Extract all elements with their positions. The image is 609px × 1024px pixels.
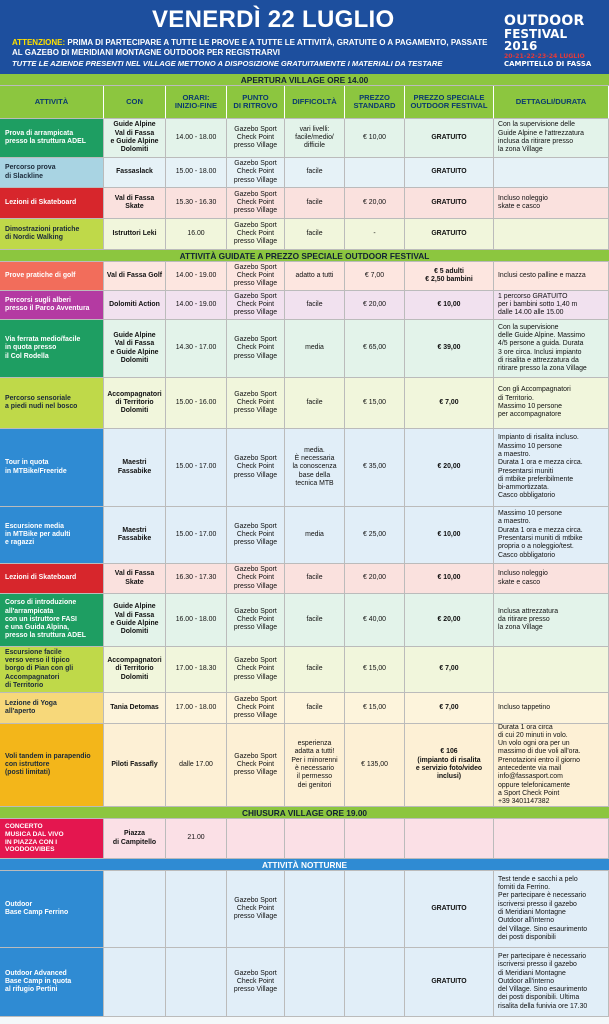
special-text: € 7,00 bbox=[439, 665, 459, 673]
price-text: - bbox=[373, 229, 376, 237]
cell-time bbox=[166, 320, 227, 378]
cell-details bbox=[494, 262, 609, 291]
activity-text: Lezione di Yoga all'aperto bbox=[5, 699, 57, 715]
meeting-text: Gazebo Sport Check Point presso Village bbox=[233, 695, 278, 720]
special-text: GRATUITO bbox=[431, 168, 467, 176]
cell-price bbox=[345, 507, 405, 564]
time-text: 16.00 bbox=[187, 229, 205, 237]
con-text: Accompagnatori di Territorio Dolomiti bbox=[107, 657, 162, 681]
cell-time bbox=[166, 564, 227, 594]
special-text: GRATUITO bbox=[431, 133, 467, 141]
cell-price bbox=[345, 819, 405, 859]
con-text: Val di Fassa Skate bbox=[114, 570, 155, 586]
cell-special bbox=[405, 291, 494, 320]
cell-price bbox=[345, 158, 405, 188]
cell-price bbox=[345, 429, 405, 507]
cell-con bbox=[104, 320, 166, 378]
activity-text: Percorso prova di Slackline bbox=[5, 164, 56, 180]
price-text: € 15,00 bbox=[363, 665, 386, 673]
page-title: VENERDÌ 22 LUGLIO bbox=[152, 6, 395, 33]
cell-price bbox=[345, 871, 405, 948]
time-text: 16.00 - 18.00 bbox=[175, 615, 217, 623]
details-text: Per partecipare è necessario iscriversi presso il gazebo di Meridiani Montagne Outdoor all'interno del Village. Sino esaurimento dei posti disponibili. Ultima risalita della funivia ore 17.30 bbox=[498, 953, 588, 1010]
time-text: 16.30 - 17.30 bbox=[175, 574, 217, 582]
price-text: € 35,00 bbox=[363, 463, 386, 471]
con-text: Accompagnatori di Territorio Dolomiti bbox=[107, 390, 162, 415]
activity-text: CONCERTO MUSICA DAL VIVO IN PIAZZA CON I VOODOOVIBES bbox=[5, 822, 64, 854]
cell-meeting bbox=[227, 262, 285, 291]
cell-details bbox=[494, 948, 609, 1017]
cell-time bbox=[166, 693, 227, 724]
activity-text: Lezioni di Skateboard bbox=[5, 574, 77, 582]
cell-price bbox=[345, 119, 405, 158]
price-text: € 20,00 bbox=[363, 574, 386, 582]
cell-details bbox=[494, 564, 609, 594]
cell-activity bbox=[0, 291, 104, 320]
cell-special bbox=[405, 429, 494, 507]
meeting-text: Gazebo Sport Check Point presso Village bbox=[233, 336, 278, 360]
time-text: 15.00 - 16.00 bbox=[175, 398, 217, 406]
cell-time bbox=[166, 948, 227, 1017]
cell-price bbox=[345, 378, 405, 429]
con-text: Maestri Fassabike bbox=[117, 459, 152, 475]
difficulty-text: facile bbox=[306, 300, 323, 308]
cell-activity bbox=[0, 378, 104, 429]
activity-text: Percorsi sugli alberi presso il Parco Avventura bbox=[5, 296, 90, 312]
cell-details bbox=[494, 693, 609, 724]
activity-text: Outdoor Advanced Base Camp in quota al rifugio Pertini bbox=[5, 969, 72, 994]
cell-meeting bbox=[227, 158, 285, 188]
cell-details bbox=[494, 219, 609, 250]
cell-difficulty bbox=[285, 119, 345, 158]
meeting-text: Gazebo Sport Check Point presso Village bbox=[233, 969, 278, 994]
cell-meeting bbox=[227, 647, 285, 693]
logo-line1: OUTDOOR bbox=[504, 13, 585, 29]
cell-activity bbox=[0, 564, 104, 594]
festival-logo bbox=[504, 13, 604, 69]
time-text: 15.00 - 17.00 bbox=[175, 530, 217, 538]
cell-price bbox=[345, 564, 405, 594]
difficulty-text: vari livelli: facile/medio/ difficile bbox=[295, 125, 334, 150]
cell-difficulty bbox=[285, 219, 345, 250]
special-text: GRATUITO bbox=[431, 904, 467, 912]
cell-difficulty bbox=[285, 819, 345, 859]
difficulty-text: facile bbox=[306, 398, 323, 406]
attention-notice bbox=[12, 38, 492, 58]
meeting-text: Gazebo Sport Check Point presso Village bbox=[233, 263, 278, 288]
cell-price bbox=[345, 948, 405, 1017]
cell-special bbox=[405, 507, 494, 564]
cell-activity bbox=[0, 594, 104, 647]
cell-special bbox=[405, 188, 494, 219]
meeting-text: Gazebo Sport Check Point presso Village bbox=[233, 657, 278, 681]
price-text: € 15,00 bbox=[363, 703, 386, 711]
special-text: € 106 (impianto di risalita e servizio foto/video inclusi) bbox=[415, 748, 483, 781]
cell-details bbox=[494, 429, 609, 507]
meeting-text: Gazebo Sport Check Point presso Village bbox=[233, 160, 278, 184]
con-text: Piazza di Campitello bbox=[112, 830, 157, 846]
difficulty-text: facile bbox=[306, 665, 323, 673]
special-text: € 7,00 bbox=[439, 703, 459, 711]
section-notturne: ATTIVITÀ NOTTURNE bbox=[0, 859, 609, 871]
cell-special bbox=[405, 724, 494, 807]
cell-con bbox=[104, 507, 166, 564]
cell-difficulty bbox=[285, 564, 345, 594]
cell-time bbox=[166, 724, 227, 807]
cell-meeting bbox=[227, 188, 285, 219]
cell-con bbox=[104, 262, 166, 291]
details-text: Massimo 10 persone a maestro. Durata 1 ora e mezza circa. Presentarsi muniti di mtbike propria o a noleggio/test. Casco obbligatorio bbox=[498, 510, 583, 559]
logo-line2: FESTIVAL 2016 bbox=[504, 27, 568, 53]
cell-difficulty bbox=[285, 871, 345, 948]
details-text: Incluso noleggio skate e casco bbox=[498, 194, 548, 210]
schedule-table bbox=[0, 74, 609, 1024]
cell-price bbox=[345, 188, 405, 219]
cell-con bbox=[104, 119, 166, 158]
cell-difficulty bbox=[285, 378, 345, 429]
cell-meeting bbox=[227, 871, 285, 948]
meeting-text: Gazebo Sport Check Point presso Village bbox=[233, 752, 278, 777]
cell-time bbox=[166, 594, 227, 647]
con-text: Piloti Fassafly bbox=[111, 760, 158, 768]
cell-activity bbox=[0, 948, 104, 1017]
meeting-text: Gazebo Sport Check Point presso Village bbox=[233, 607, 278, 632]
cell-con bbox=[104, 647, 166, 693]
cell-time bbox=[166, 291, 227, 320]
materials-note: TUTTE LE AZIENDE PRESENTI NEL VILLAGE METTONO A DISPOSIZIONE GRATUITAMENTE I MATERIALI DA TESTARE bbox=[12, 59, 443, 68]
activity-text: Via ferrata medio/facile in quota presso il Col Rodella bbox=[5, 336, 81, 360]
cell-price bbox=[345, 219, 405, 250]
cell-con bbox=[104, 724, 166, 807]
cell-special bbox=[405, 693, 494, 724]
cell-time bbox=[166, 507, 227, 564]
special-text: GRATUITO bbox=[431, 977, 467, 985]
cell-difficulty bbox=[285, 188, 345, 219]
details-text: Con la supervisione delle Guide Alpine e l'attrezzatura inclusa da ritirare presso la zona Village bbox=[498, 121, 584, 154]
con-text: Dolomiti Action bbox=[109, 300, 160, 308]
cell-special bbox=[405, 564, 494, 594]
column-header-time: ORARI: INIZIO-FINE bbox=[166, 86, 227, 119]
difficulty-text: facile bbox=[306, 574, 323, 582]
column-header-special: PREZZO SPECIALE OUTDOOR FESTIVAL bbox=[405, 86, 494, 119]
activity-text: Voli tandem in parapendio con istruttore (posti limitati) bbox=[5, 752, 91, 777]
cell-time bbox=[166, 158, 227, 188]
cell-price bbox=[345, 320, 405, 378]
activity-text: Prove pratiche di golf bbox=[5, 271, 76, 279]
difficulty-text: media bbox=[305, 530, 324, 538]
cell-difficulty bbox=[285, 693, 345, 724]
time-text: 17.00 - 18.00 bbox=[175, 703, 217, 711]
special-text: € 10,00 bbox=[437, 530, 461, 538]
section-guidate: ATTIVITÀ GUIDATE A PREZZO SPECIALE OUTDOOR FESTIVAL bbox=[0, 250, 609, 262]
cell-activity bbox=[0, 320, 104, 378]
special-text: € 10,00 bbox=[437, 574, 461, 582]
cell-activity bbox=[0, 871, 104, 948]
price-text: € 20,00 bbox=[363, 300, 386, 308]
price-text: € 7,00 bbox=[364, 271, 385, 279]
cell-con bbox=[104, 948, 166, 1017]
cell-activity bbox=[0, 507, 104, 564]
cell-meeting bbox=[227, 507, 285, 564]
cell-special bbox=[405, 948, 494, 1017]
price-text: € 40,00 bbox=[363, 615, 386, 623]
special-text: GRATUITO bbox=[431, 198, 467, 206]
time-text: 14.00 - 18.00 bbox=[175, 133, 217, 141]
logo-place: CAMPITELLO DI FASSA bbox=[504, 60, 592, 69]
cell-details bbox=[494, 871, 609, 948]
cell-time bbox=[166, 819, 227, 859]
activity-text: Outdoor Base Camp Ferrino bbox=[5, 900, 69, 916]
cell-meeting bbox=[227, 948, 285, 1017]
cell-con bbox=[104, 188, 166, 219]
time-text: dalle 17.00 bbox=[179, 760, 213, 768]
cell-con bbox=[104, 429, 166, 507]
cell-con bbox=[104, 693, 166, 724]
cell-con bbox=[104, 819, 166, 859]
cell-difficulty bbox=[285, 262, 345, 291]
cell-meeting bbox=[227, 219, 285, 250]
cell-meeting bbox=[227, 119, 285, 158]
cell-time bbox=[166, 647, 227, 693]
activity-text: Corso di introduzione all'arrampicata con un istruttore FASI e una Guida Alpina, presso la struttura ADEL bbox=[5, 599, 86, 640]
cell-activity bbox=[0, 429, 104, 507]
special-text: € 39,00 bbox=[437, 344, 461, 352]
cell-price bbox=[345, 647, 405, 693]
meeting-text: Gazebo Sport Check Point presso Village bbox=[233, 566, 278, 590]
difficulty-text: adatto a tutti bbox=[295, 271, 334, 279]
meeting-text: Gazebo Sport Check Point presso Village bbox=[233, 292, 278, 317]
cell-details bbox=[494, 724, 609, 807]
difficulty-text: media bbox=[305, 344, 324, 352]
price-text: € 65,00 bbox=[363, 344, 386, 352]
cell-time bbox=[166, 429, 227, 507]
cell-activity bbox=[0, 119, 104, 158]
cell-difficulty bbox=[285, 158, 345, 188]
cell-meeting bbox=[227, 819, 285, 859]
details-text: Incluso noleggio skate e casco bbox=[498, 570, 548, 586]
details-text: Inclusi cesto palline e mazza bbox=[498, 271, 586, 279]
details-text: Con la supervisione delle Guide Alpine. Massimo 4/5 persone a guida. Durata 3 ore circa. Inclusi impianto di risalita e attrezzatura da ritirare presso la zona Village bbox=[498, 323, 587, 373]
time-text: 14.00 - 19.00 bbox=[175, 300, 217, 308]
cell-special bbox=[405, 594, 494, 647]
column-header-details: DETTAGLI/DURATA bbox=[494, 86, 609, 119]
cell-special bbox=[405, 647, 494, 693]
details-text: 1 percorso GRATUITO per i bambini sotto 1,40 m dalle 14.00 alle 15.00 bbox=[498, 292, 578, 317]
cell-details bbox=[494, 320, 609, 378]
cell-details bbox=[494, 158, 609, 188]
time-text: 14.00 - 19.00 bbox=[175, 271, 217, 279]
header-banner bbox=[0, 0, 609, 74]
meeting-text: Gazebo Sport Check Point presso Village bbox=[233, 455, 278, 479]
meeting-text: Gazebo Sport Check Point presso Village bbox=[233, 221, 278, 246]
cell-details bbox=[494, 188, 609, 219]
difficulty-text: esperienza adatta a tutti! Per i minorenni è necessario il permesso dei genitori bbox=[291, 740, 338, 789]
special-text: € 10,00 bbox=[437, 300, 461, 308]
cell-activity bbox=[0, 819, 104, 859]
price-text: € 20,00 bbox=[363, 198, 386, 206]
activity-text: Dimostrazioni pratiche di Nordic Walking bbox=[5, 225, 80, 241]
difficulty-text: facile bbox=[306, 615, 323, 623]
cell-details bbox=[494, 507, 609, 564]
cell-time bbox=[166, 262, 227, 291]
cell-details bbox=[494, 647, 609, 693]
con-text: Istruttori Leki bbox=[112, 229, 157, 237]
cell-price bbox=[345, 693, 405, 724]
cell-time bbox=[166, 219, 227, 250]
column-header-activity: ATTIVITÀ bbox=[0, 86, 104, 119]
cell-meeting bbox=[227, 564, 285, 594]
cell-con bbox=[104, 291, 166, 320]
price-text: € 15,00 bbox=[363, 398, 386, 406]
cell-meeting bbox=[227, 429, 285, 507]
difficulty-text: facile bbox=[306, 168, 323, 176]
cell-difficulty bbox=[285, 429, 345, 507]
cell-activity bbox=[0, 647, 104, 693]
details-text: Impianto di risalita incluso. Massimo 10 persone a maestro. Durata 1 ora e mezza circa. Presentarsi muniti di mtbike preferibilmente bi-ammortizzata. Casco obbligatorio bbox=[498, 434, 583, 500]
con-text: Val di Fassa Skate bbox=[114, 194, 155, 210]
cell-details bbox=[494, 594, 609, 647]
cell-activity bbox=[0, 693, 104, 724]
cell-special bbox=[405, 119, 494, 158]
cell-details bbox=[494, 378, 609, 429]
con-text: Guide Alpine Val di Fassa e Guide Alpine Dolomiti bbox=[110, 603, 159, 636]
cell-activity bbox=[0, 188, 104, 219]
activity-text: Lezioni di Skateboard bbox=[5, 198, 77, 206]
cell-special bbox=[405, 219, 494, 250]
cell-difficulty bbox=[285, 507, 345, 564]
con-text: Val di Fassa Golf bbox=[106, 271, 163, 279]
con-text: Guide Alpine Val di Fassa e Guide Alpine Dolomiti bbox=[110, 331, 159, 364]
cell-con bbox=[104, 564, 166, 594]
cell-difficulty bbox=[285, 647, 345, 693]
special-text: € 7,00 bbox=[439, 398, 459, 406]
cell-activity bbox=[0, 158, 104, 188]
cell-special bbox=[405, 871, 494, 948]
special-text: € 20,00 bbox=[437, 615, 461, 623]
cell-time bbox=[166, 871, 227, 948]
column-header-con: CON bbox=[104, 86, 166, 119]
time-text: 15.00 - 18.00 bbox=[175, 168, 217, 176]
activity-text: Tour in quota in MTBike/Freeride bbox=[5, 459, 67, 475]
meeting-text: Gazebo Sport Check Point presso Village bbox=[233, 190, 278, 215]
special-text: € 5 adulti € 2,50 bambini bbox=[425, 267, 473, 283]
cell-meeting bbox=[227, 291, 285, 320]
meeting-text: Gazebo Sport Check Point presso Village bbox=[233, 390, 278, 415]
cell-details bbox=[494, 819, 609, 859]
column-header-difficulty: DIFFICOLTÀ bbox=[285, 86, 345, 119]
details-text: Test tende e sacchi a pelo forniti da Ferrino. Per partecipare è necessario iscriversi presso il gazebo di Meridiani Montagne Outdoor all'interno del Village. Sino esaurimento dei posti disponibili bbox=[498, 875, 588, 941]
details-text: Incluso tappetino bbox=[498, 703, 551, 711]
cell-difficulty bbox=[285, 948, 345, 1017]
cell-time bbox=[166, 188, 227, 219]
cell-meeting bbox=[227, 320, 285, 378]
time-text: 15.00 - 17.00 bbox=[175, 463, 217, 471]
cell-activity bbox=[0, 219, 104, 250]
con-text: Tania Detomas bbox=[110, 703, 159, 711]
cell-time bbox=[166, 378, 227, 429]
cell-details bbox=[494, 119, 609, 158]
details-text: Con gli Accompagnatori di Territorio. Massimo 10 persone per accompagnatore bbox=[498, 386, 571, 419]
cell-special bbox=[405, 378, 494, 429]
cell-price bbox=[345, 262, 405, 291]
cell-con bbox=[104, 378, 166, 429]
activity-text: Percorso sensoriale a piedi nudi nel bosco bbox=[5, 394, 78, 410]
column-header-meeting: PUNTO DI RITROVO bbox=[227, 86, 285, 119]
meeting-text: Gazebo Sport Check Point presso Village bbox=[233, 896, 278, 921]
cell-difficulty bbox=[285, 291, 345, 320]
price-text: € 25,00 bbox=[363, 530, 386, 538]
cell-con bbox=[104, 158, 166, 188]
time-text: 17.00 - 18.30 bbox=[175, 665, 217, 673]
attention-key: ATTENZIONE: bbox=[12, 38, 66, 47]
difficulty-text: media. È necessaria la conoscenza base della tecnica MTB bbox=[292, 446, 337, 487]
special-text: GRATUITO bbox=[431, 229, 467, 237]
cell-time bbox=[166, 119, 227, 158]
cell-difficulty bbox=[285, 594, 345, 647]
details-text: Durata 1 ora circa di cui 20 minuti in volo. Un volo ogni ora per un massimo di due voli all'ora. Prenotazioni entro il giorno antecedente via mail info@fassasport.com oppure telefonicamente a Sport Check Point +39 3401147382 bbox=[498, 724, 581, 806]
cell-special bbox=[405, 262, 494, 291]
logo-dates: 20-21-22-23-24 LUGLIO bbox=[504, 53, 585, 60]
con-text: Guide Alpine Val di Fassa e Guide Alpine Dolomiti bbox=[110, 121, 159, 154]
difficulty-text: facile bbox=[306, 198, 323, 206]
price-text: € 135,00 bbox=[361, 760, 388, 768]
cell-meeting bbox=[227, 378, 285, 429]
con-text: Fassaslack bbox=[116, 168, 153, 176]
meeting-text: Gazebo Sport Check Point presso Village bbox=[233, 522, 278, 547]
activity-text: Prova di arrampicata presso la struttura ADEL bbox=[5, 129, 86, 145]
cell-price bbox=[345, 724, 405, 807]
time-text: 21.00 bbox=[187, 834, 205, 842]
attention-text: PRIMA DI PARTECIPARE A TUTTE LE PROVE E A TUTTE LE ATTIVITÀ, GRATUITE O A PAGAMENTO, PASSATE AL GAZEBO DI MERIDIANI MONTAGNE OUTDOOR PER REGISTRARVI bbox=[12, 38, 488, 57]
special-text: € 20,00 bbox=[437, 463, 461, 471]
cell-con bbox=[104, 871, 166, 948]
cell-price bbox=[345, 594, 405, 647]
cell-special bbox=[405, 320, 494, 378]
price-text: € 10,00 bbox=[363, 133, 386, 141]
cell-difficulty bbox=[285, 320, 345, 378]
cell-meeting bbox=[227, 594, 285, 647]
cell-activity bbox=[0, 724, 104, 807]
difficulty-text: facile bbox=[306, 703, 323, 711]
cell-con bbox=[104, 219, 166, 250]
details-text: Inclusa attrezzatura da ritirare presso la zona Village bbox=[498, 607, 559, 632]
section-apertura: APERTURA VILLAGE ORE 14.00 bbox=[0, 74, 609, 86]
cell-details bbox=[494, 291, 609, 320]
meeting-text: Gazebo Sport Check Point presso Village bbox=[233, 125, 278, 150]
cell-price bbox=[345, 291, 405, 320]
activity-text: Escursione media in MTBike per adulti e ragazzi bbox=[5, 522, 71, 547]
time-text: 15.30 - 16.30 bbox=[175, 198, 217, 206]
cell-special bbox=[405, 819, 494, 859]
activity-text: Escursione facile verso verso il tipico borgo di Pian con gli Accompagnatori di Territorio bbox=[5, 648, 74, 689]
cell-meeting bbox=[227, 724, 285, 807]
column-header-price: PREZZO STANDARD bbox=[345, 86, 405, 119]
difficulty-text: facile bbox=[306, 229, 323, 237]
cell-con bbox=[104, 594, 166, 647]
time-text: 14.30 - 17.00 bbox=[175, 344, 217, 352]
cell-difficulty bbox=[285, 724, 345, 807]
con-text: Maestri Fassabike bbox=[117, 526, 152, 542]
cell-meeting bbox=[227, 693, 285, 724]
cell-activity bbox=[0, 262, 104, 291]
cell-special bbox=[405, 158, 494, 188]
section-chiusura: CHIUSURA VILLAGE ORE 19.00 bbox=[0, 807, 609, 819]
